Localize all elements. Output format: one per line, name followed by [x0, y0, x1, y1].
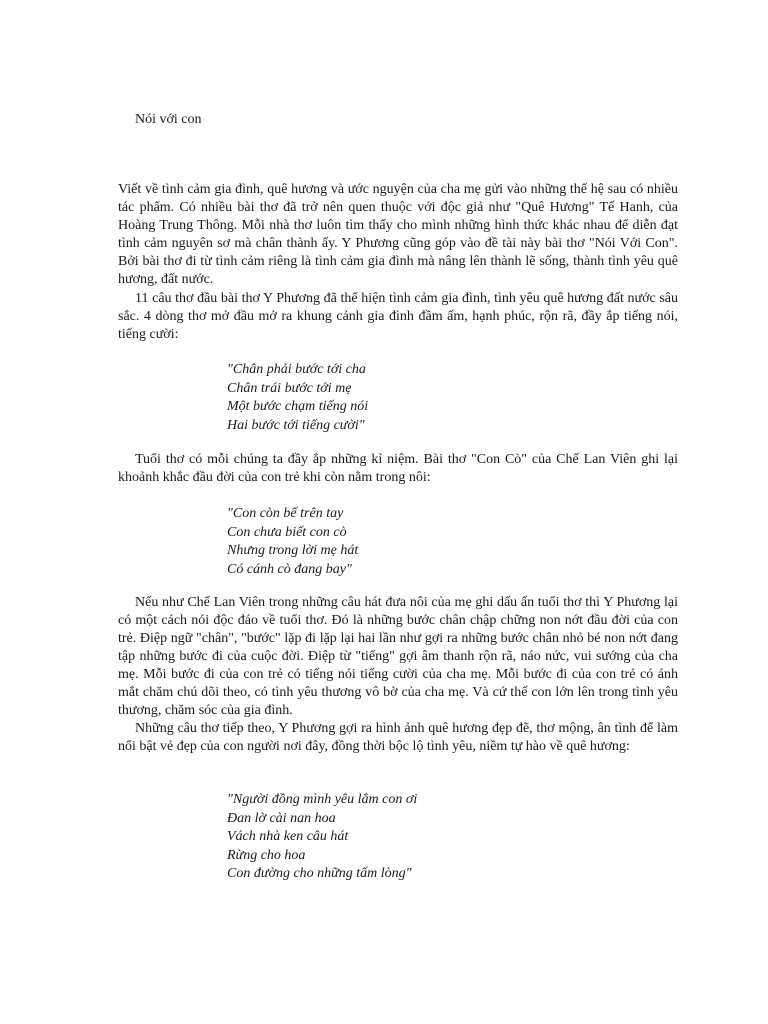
- paragraph-analysis: Nếu như Chế Lan Viên trong những câu hát đưa nôi của mẹ ghi dấu ấn tuổi thơ thì Y Phương lại có một cách nói độc đáo về tuổi thơ. Đó là những bước chân chập chững non nớt đầu đời của con trẻ. Điệp ngữ "chân", "bước" lặp đi lặp lại hai lần như gợi ra những bước chân nhỏ bé non nớt đang tập những bước đi của cuộc đời. Điệp từ "tiếng" gợi âm thanh rộn rã, náo nức, vui sướng của cha mẹ. Mỗi bước đi của con trẻ có tiếng nói tiếng cười của cha mẹ. Mỗi bước đi của con trẻ có ánh mắt chăm chú dõi theo, có tình yêu thương vô bờ của cha mẹ. Và cứ thế con lớn lên trong tình yêu thương, chăm sóc của gia đình.: [118, 595, 678, 718]
- poem-line: "Con còn bế trên tay: [227, 506, 344, 521]
- document-title: Nói với con: [135, 112, 202, 127]
- poem-excerpt-1: [227, 361, 368, 435]
- poem-line: Có cánh cò đang bay": [227, 561, 352, 577]
- poem-line: Con đường cho những tấm lòng": [227, 866, 412, 881]
- paragraph-first-stanzas: 11 câu thơ đầu bài thơ Y Phương đã thể hiện tình cảm gia đình, tình yêu quê hương đất nước sâu sắc. 4 dòng thơ mở đầu mở ra khung cảnh gia đình đầm ấm, hạnh phúc, rộn rã, đầy ắp tiếng nói, tiếng cười:: [118, 291, 678, 342]
- poem-line: Hai bước tới tiếng cười": [227, 417, 365, 433]
- paragraph-con-co: Tuổi thơ có mỗi chúng ta đầy ắp những kỉ niệm. Bài thơ "Con Cò" của Chế Lan Viên ghi lại khoảnh khắc đầu đời của con trẻ khi còn nằm trong nôi:: [118, 452, 678, 485]
- poem-line: Nhưng trong lời mẹ hát: [227, 543, 359, 558]
- paragraph-intro: Viết về tình cảm gia đình, quê hương và ước nguyện của cha mẹ gửi vào những thế hệ sau có nhiều tác phẩm. Có nhiều bài thơ đã trở nên quen thuộc với độc giả như "Quê Hương" Tế Hanh, của Hoàng Trung Thông. Mỗi nhà thơ luôn tìm thấy cho mình những hình thức khác nhau để diễn đạt tình cảm nguyên sơ mà chân thành ấy. Y Phương cũng góp vào đề tài này bài thơ "Nói Với Con". Bởi bài thơ đi từ tình cảm riêng là tình cảm gia đình mà nâng lên thành lẽ sống, thành tình yêu quê hương, đất nước.: [118, 182, 678, 287]
- poem-line: Rừng cho hoa: [227, 847, 306, 863]
- paragraph-homeland: Những câu thơ tiếp theo, Y Phương gợi ra hình ảnh quê hương đẹp đẽ, thơ mộng, ân tình để làm nổi bật vẻ đẹp của con người nơi đây, đồng thời bộc lộ tình yêu, niềm tự hào về quê hương:: [118, 721, 678, 754]
- poem-line: "Người đồng mình yêu lắm con ơi: [227, 792, 418, 807]
- poem-line: Chân trái bước tới mẹ: [227, 380, 352, 396]
- poem-line: Một bước chạm tiếng nói: [227, 399, 369, 414]
- poem-line: Con chưa biết con cò: [227, 524, 347, 540]
- poem-excerpt-2: [227, 505, 358, 579]
- poem-line: Vách nhà ken câu hát: [227, 829, 349, 844]
- poem-line: Đan lờ cài nan hoa: [227, 810, 336, 826]
- poem-line: "Chân phải bước tới cha: [227, 362, 366, 377]
- poem-excerpt-3: [227, 791, 417, 884]
